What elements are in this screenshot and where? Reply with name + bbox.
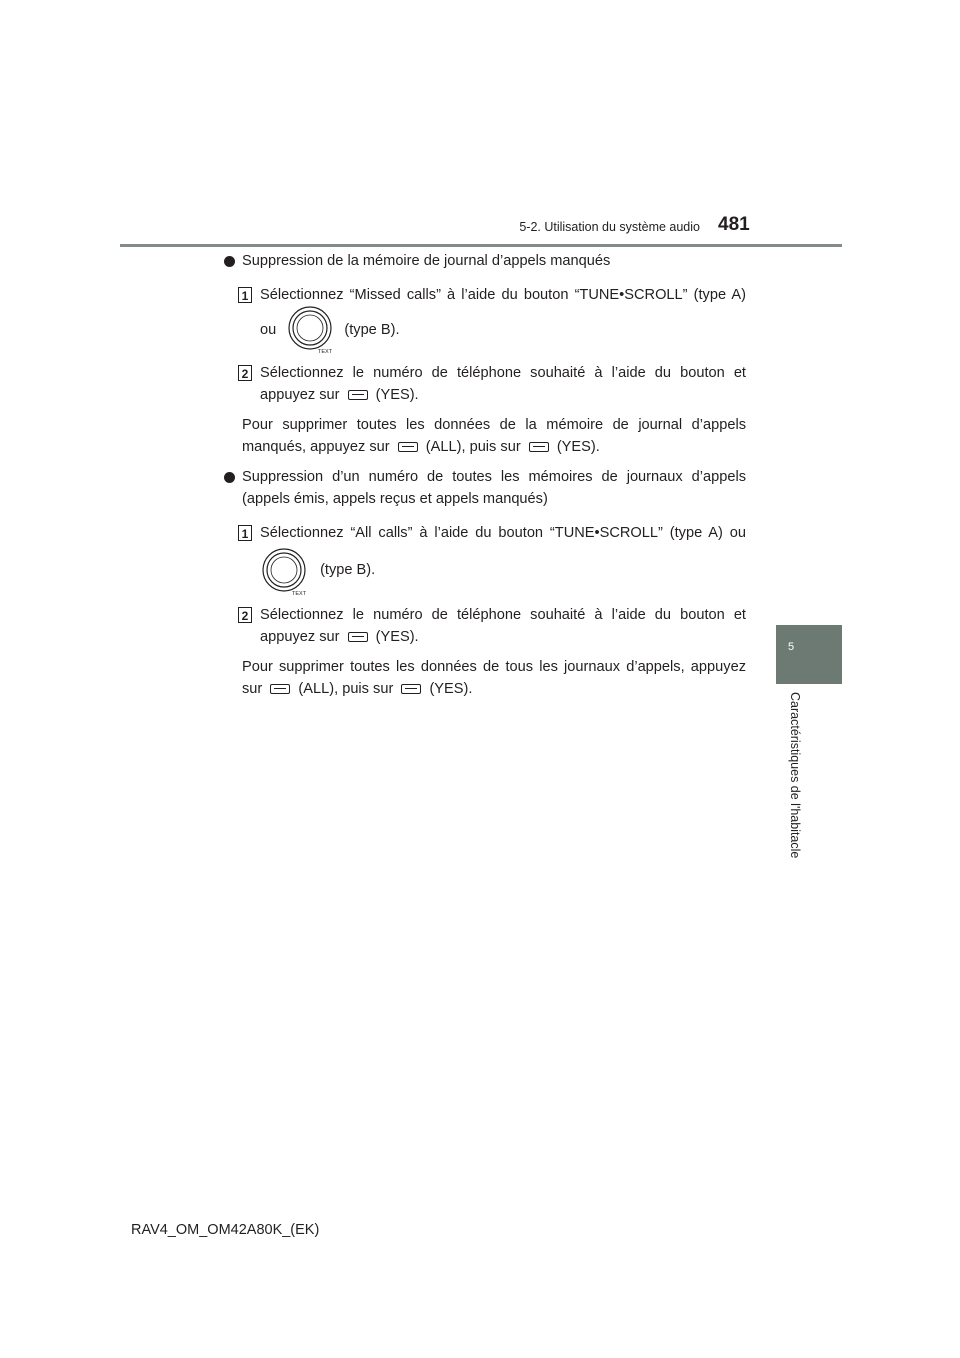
bullet-heading [221,250,746,272]
page-content [221,250,746,700]
knob-label: TEXT [318,349,333,354]
bullet-text: Suppression de la mémoire de journal d’appels manqués [242,253,611,269]
page-number: 481 [718,214,750,235]
button-icon [348,632,368,642]
note-text: (YES). [556,439,600,455]
step-number-icon: 1 [238,525,252,541]
chapter-tab [776,625,842,684]
note-text: (ALL), puis sur [425,439,521,455]
step-number-icon: 2 [238,607,252,623]
step-text: Sélectionnez le numéro de téléphone souhaité à l’aide du bouton et appuyez sur [260,365,746,403]
step-item [221,284,746,354]
step-text: Sélectionnez “Missed calls” à l’aide du bouton “TUNE•SCROLL” (type A) ou [260,287,746,338]
note-text: (ALL), puis sur [298,681,394,697]
button-icon [348,390,368,400]
step-text: Sélectionnez le numéro de téléphone souhaité à l’aide du bouton et appuyez sur [260,607,746,645]
button-icon [401,684,421,694]
step-text-suffix: (type B). [320,561,376,578]
step-text: Sélectionnez “All calls” à l’aide du bouton “TUNE•SCROLL” (type A) ou [260,525,746,541]
document-code: RAV4_OM_OM42A80K_(EK) [131,1222,320,1238]
chapter-tab-label: Caractéristiques de l'habitacle [788,692,802,859]
bullet-heading [221,466,746,510]
step-text-suffix: (YES). [375,387,419,403]
header-divider [120,244,842,247]
note-paragraph [221,656,746,700]
note-paragraph [221,414,746,458]
knob-label: TEXT [292,591,307,596]
chapter-tab-number: 5 [788,641,795,653]
bullet-icon [224,256,235,267]
bullet-text: Suppression d’un numéro de toutes les mémoires de journaux d’appels (appels émis, appels reçus et appels manqués) [242,469,746,507]
step-item [221,362,746,406]
step-item [221,522,746,596]
step-text-suffix: (type B). [344,321,400,338]
section-title: 5-2. Utilisation du système audio [519,220,700,234]
step-item [221,604,746,648]
button-icon [270,684,290,694]
tune-knob-icon [286,306,334,354]
button-icon [529,442,549,452]
step-text-suffix: (YES). [375,629,419,645]
note-text: (YES). [429,681,473,697]
button-icon [398,442,418,452]
note-text: Pour supprimer toutes les données de tous les journaux d’appels, appuyez sur [242,659,746,697]
note-text: Pour supprimer toutes les données de la mémoire de journal d’appels manqués, appuyez sur [242,417,746,455]
bullet-icon [224,472,235,483]
tune-knob-icon [260,548,308,596]
step-number-icon: 2 [238,365,252,381]
step-number-icon: 1 [238,287,252,303]
